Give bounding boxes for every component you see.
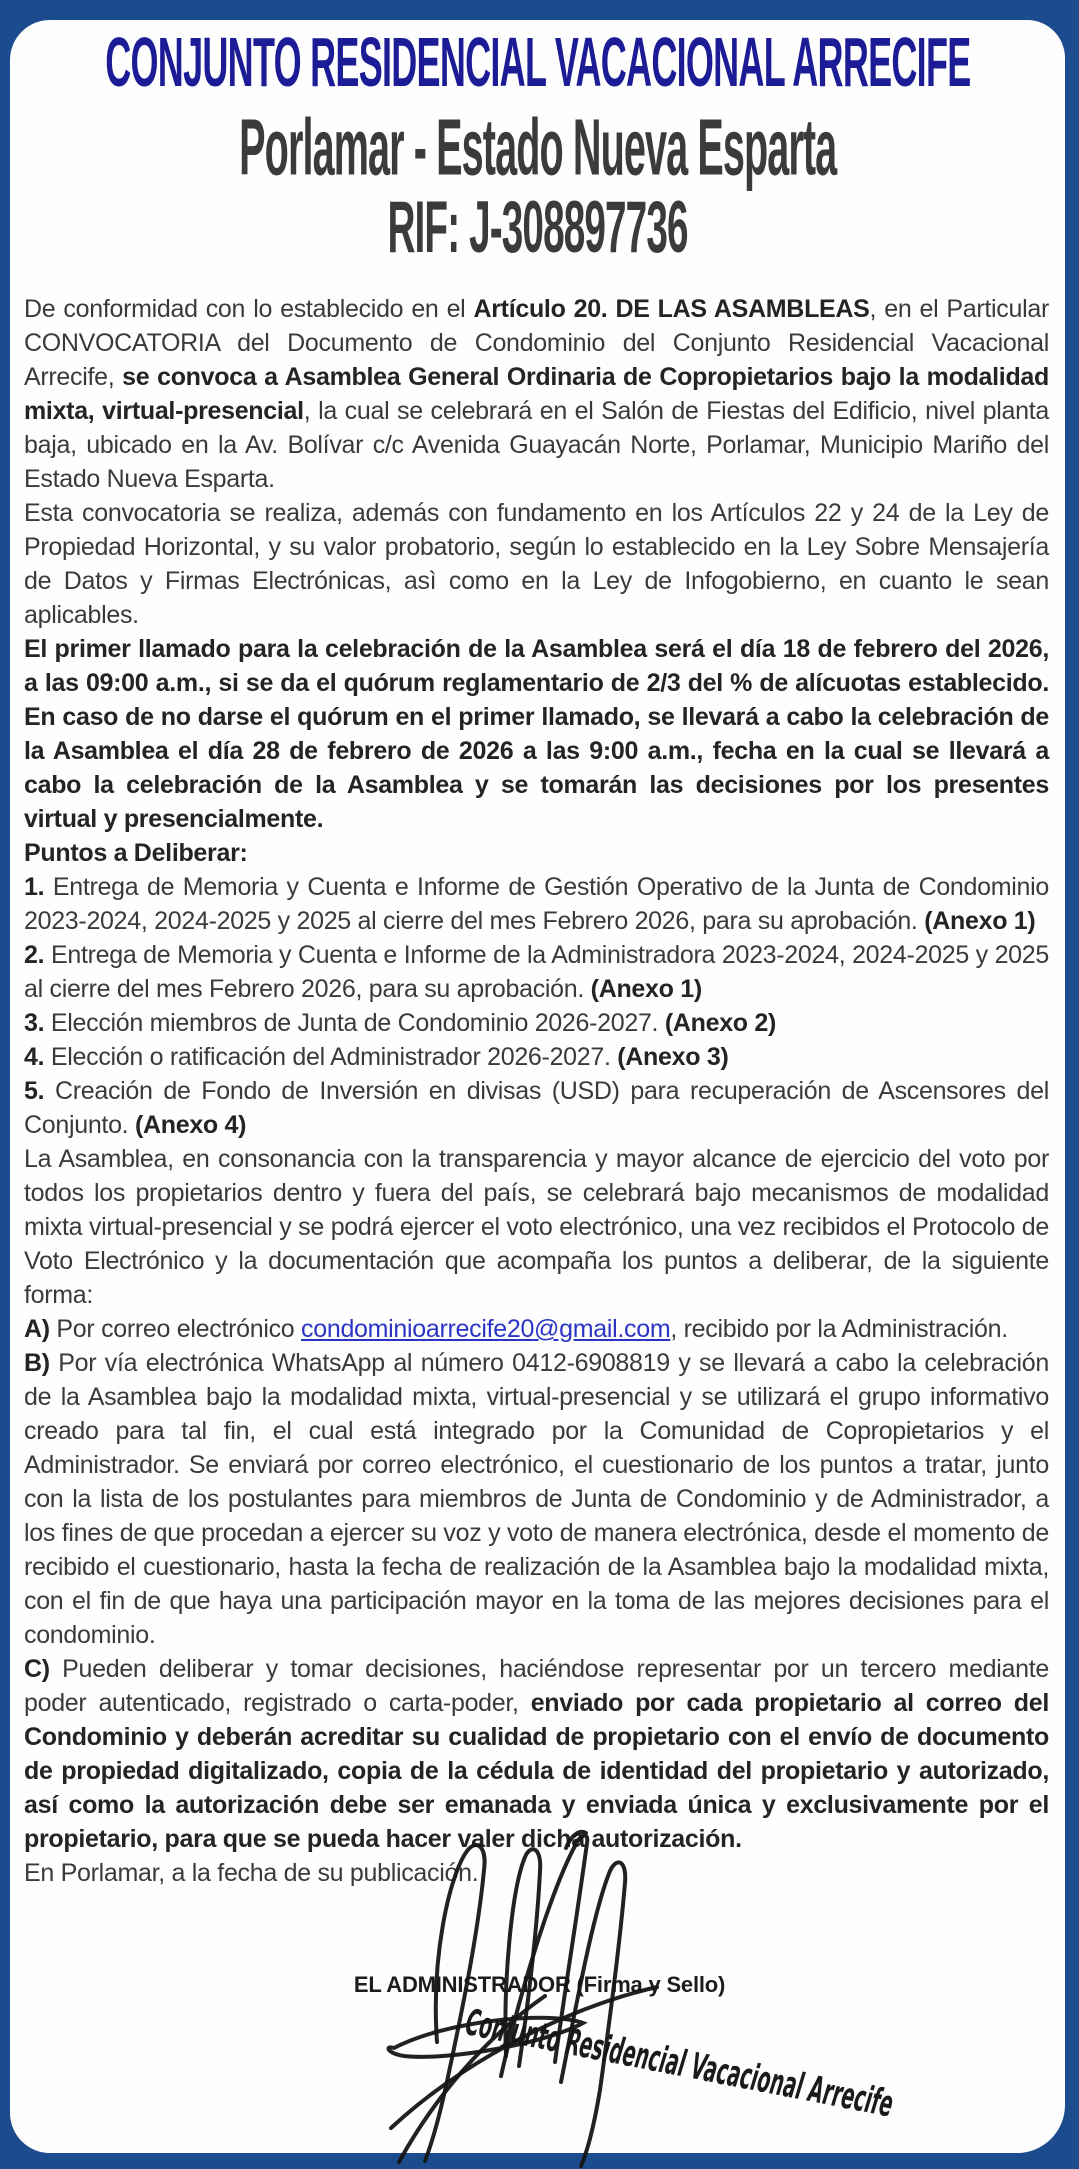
bold-text-run: se convoca a Asamblea General Ordinaria de Copropietarios bajo la modalidad mixta, virtual-presencial <box>24 363 1049 425</box>
bold-text-run: C) <box>24 1655 50 1683</box>
paragraph <box>24 1652 1049 1856</box>
subtitle-rif <box>10 187 1065 269</box>
bold-text-run: 4. <box>24 1043 45 1071</box>
bold-text-run: B) <box>24 1349 50 1377</box>
bold-text-run: (Anexo 3) <box>617 1043 729 1071</box>
text-run: Elección miembros de Junta de Condominio 2026-2027. <box>44 1009 665 1037</box>
bold-text-run: enviado por cada propietario al correo del Condominio y deberán acreditar su cualidad de propietario con el envío de documento de propiedad digitalizado, copia de la cédula de identidad del propietario y autorizado, así como la autorización debe ser emanada y enviada única y exclusivamente por el propietario, para que se pueda hacer valer dicha autorización. <box>24 1689 1049 1853</box>
email-link[interactable]: condominioarrecife20@gmail.com <box>301 1315 671 1343</box>
bold-text-run: (Anexo 1) <box>590 975 702 1003</box>
document-sheet <box>10 20 1065 2153</box>
bold-text-run: Puntos a Deliberar: <box>24 839 248 867</box>
bold-text-run: (Anexo 4) <box>134 1111 247 1139</box>
paragraph <box>24 836 1049 870</box>
subtitle-location-text: Porlamar - Estado Nueva Esparta <box>238 103 837 193</box>
paragraph <box>24 1856 1049 1890</box>
text-run: , en el Particular CONVOCATORIA del Documento de Condominio del Conjunto Residencial Vacacional Arrecife, <box>24 295 1049 391</box>
text-run: Entrega de Memoria y Cuenta e Informe de Gestión Operativo de la Junta de Condominio 2023-2024, 2024-2025 y 2025 al cierre del mes Febrero 2026, para su aprobación. <box>24 873 1049 935</box>
paragraph <box>24 870 1049 938</box>
bold-text-run: (Anexo 1) <box>924 907 1036 935</box>
paragraph <box>24 632 1049 836</box>
text-run: De conformidad con lo establecido en el <box>24 295 474 323</box>
page-title <box>10 22 1065 102</box>
document-body <box>10 292 1065 1890</box>
bold-text-run: 2. <box>24 941 45 969</box>
bold-text-run: 5. <box>24 1077 45 1105</box>
company-stamp: Conjunto Residencial Vacacional Arrecife <box>462 2002 897 2126</box>
paragraph <box>24 1142 1049 1312</box>
text-run: En Porlamar, a la fecha de su publicación. <box>24 1859 479 1887</box>
bold-text-run: (Anexo 2) <box>664 1009 777 1037</box>
paragraph <box>24 496 1049 632</box>
paragraph <box>24 1040 1049 1074</box>
text-run: Por vía electrónica WhatsApp al número 0412-6908819 y se llevará a cabo la celebración de la Asamblea bajo la modalidad mixta, virtual-presencial y se utilizará el grupo informativo creado para tal fin, el cual está integrado por la Comunidad de Copropietarios y el Administrador. Se enviará por correo electrónico, el cuestionario de los puntos a tratar, junto con la lista de los postulantes para miembros de Junta de Condominio y de Administrador, a los fines de que procedan a ejercer su voz y voto de manera electrónica, desde el momento de recibido el cuestionario, hasta la fecha de realización de la Asamblea bajo la modalidad mixta, con el fin de que haya una participación mayor en la toma de las mejores decisiones para el condominio. <box>24 1349 1049 1649</box>
bold-text-run: El primer llamado para la celebración de la Asamblea será el día 18 de febrero del 2026, a las 09:00 a.m., si se da el quórum reglamentario de 2/3 del % de alícuotas establecido. En caso de no darse el quórum en el primer llamado, se llevará a cabo la celebración de la Asamblea el día 28 de febrero de 2026 a las 9:00 a.m., fecha en la cual se llevará a cabo la celebración de la Asamblea y se tomarán las decisiones por los presentes virtual y presencialmente. <box>24 635 1049 833</box>
text-run: Entrega de Memoria y Cuenta e Informe de la Administradora 2023-2024, 2024-2025 y 2025 al cierre del mes Febrero 2026, para su aprobación. <box>24 941 1049 1003</box>
text-run: Elección o ratificación del Administrador 2026-2027. <box>44 1043 618 1071</box>
text-run: , la cual se celebrará en el Salón de Fiestas del Edificio, nivel planta baja, ubicado en la Av. Bolívar c/c Avenida Guayacán Norte, Porlamar, Municipio Mariño del Estado Nueva Esparta. <box>24 397 1049 493</box>
bold-text-run: Artículo 20. DE LAS ASAMBLEAS <box>473 295 870 323</box>
bold-text-run: 1. <box>24 873 45 901</box>
paragraph <box>24 1312 1049 1346</box>
page-title-text: CONJUNTO RESIDENCIAL VACACIONAL ARRECIFE <box>104 22 971 102</box>
signature-caption: EL ADMINISTRADOR (Firma y Sello) <box>353 1972 726 1997</box>
paragraph <box>24 292 1049 496</box>
document-header <box>10 20 1065 269</box>
text-run: Pueden deliberar y tomar decisiones, haciéndose representar por un tercero mediante poder autenticado, registrado o carta-poder, <box>24 1655 1049 1717</box>
paragraph <box>24 1074 1049 1142</box>
text-run: Por correo electrónico <box>49 1315 302 1343</box>
bold-text-run: 3. <box>24 1009 45 1037</box>
subtitle-rif-text: RIF: J-308897736 <box>387 187 688 269</box>
text-run: Creación de Fondo de Inversión en divisas (USD) para recuperación de Ascensores del Conjunto. <box>24 1077 1049 1139</box>
paragraph <box>24 1006 1049 1040</box>
paragraph <box>24 1346 1049 1652</box>
bold-text-run: A) <box>24 1315 50 1343</box>
text-run: Esta convocatoria se realiza, además con fundamento en los Artículos 22 y 24 de la Ley de Propiedad Horizontal, y su valor probatorio, según lo establecido en la Ley Sobre Mensajería de Datos y Firmas Electrónicas, asì como en la Ley de Infogobierno, en cuanto le sean aplicables. <box>24 499 1049 629</box>
text-run: La Asamblea, en consonancia con la transparencia y mayor alcance de ejercicio del voto por todos los propietarios dentro y fuera del país, se celebrará bajo mecanismos de modalidad mixta virtual-presencial y se podrá ejercer el voto electrónico, una vez recibidos el Protocolo de Voto Electrónico y la documentación que acompaña los puntos a deliberar, de la siguiente forma: <box>24 1145 1049 1309</box>
paragraph <box>24 938 1049 1006</box>
subtitle-location <box>10 103 1065 193</box>
text-run: , recibido por la Administración. <box>670 1315 1008 1343</box>
